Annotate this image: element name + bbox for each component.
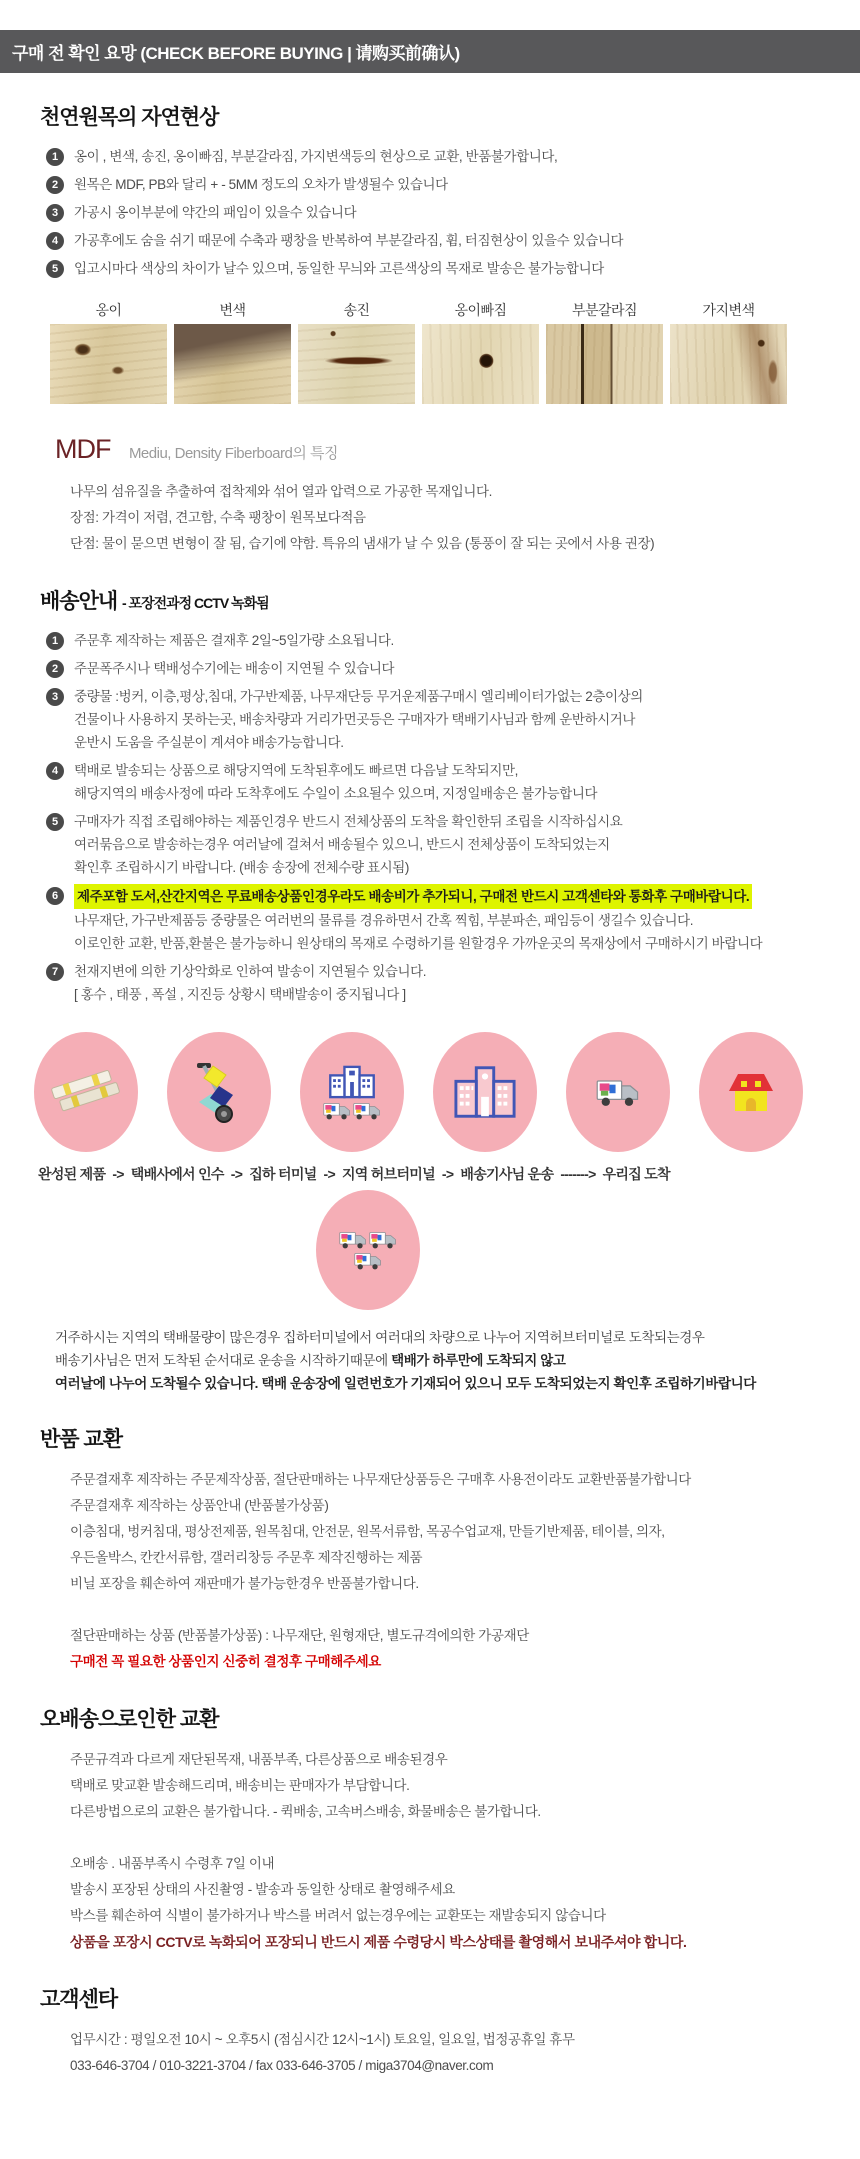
- list-item: [46, 173, 860, 196]
- list-item-text: 중량물 :벙커, 이층,평상,침대, 가구반제품, 나무재단등 무거운제품구매시 엘리베이터가없는 2층이상의: [74, 689, 643, 704]
- wood-photo-image: [50, 324, 167, 404]
- number-badge: 2: [46, 176, 64, 194]
- delivery-truck-icon: [596, 1077, 640, 1107]
- returns-section: [0, 1423, 860, 1675]
- process-step-pickup-terminal: [300, 1032, 404, 1152]
- delivery-process-icons: [34, 1032, 860, 1152]
- number-badge: 5: [46, 813, 64, 831]
- wood-photo-image: [174, 324, 291, 404]
- photo-label: 변색: [219, 302, 246, 318]
- returns-line: 절단판매하는 상품 (반품불가상품) : 나무재단, 원형재단, 별도규격에의한 가공재단: [70, 1628, 529, 1643]
- process-step-label: 완성된 제품: [38, 1166, 106, 1182]
- photo-label: 부분갈라짐: [571, 302, 638, 318]
- delivery-process-labels: [38, 1164, 860, 1184]
- wood-photo-knot: [50, 300, 167, 404]
- returns-line: 비닐 포장을 훼손하여 재판매가 불가능한경우 반품불가합니다.: [70, 1576, 419, 1591]
- small-truck-icon: [339, 1230, 367, 1249]
- wood-defect-photo-strip: [50, 300, 860, 404]
- list-item-text: 해당지역의 배송사정에 따라 도착후에도 수일이 소요될수 있으며, 지정일배송은 불가능합니다: [74, 786, 598, 801]
- shipping-title: 배송안내: [40, 590, 118, 613]
- list-item: [46, 960, 860, 1006]
- number-badge: 4: [46, 232, 64, 250]
- natural-wood-section: [0, 101, 860, 557]
- wood-photo-knot-hole: [422, 300, 539, 404]
- list-item-text: 여러묶음으로 발송하는경우 여러날에 걸쳐서 배송될수 있으니, 반드시 전체상품이 도착되었는지: [74, 837, 610, 852]
- hand-truck-icon: [191, 1060, 247, 1124]
- list-item-text: 가공후에도 숨을 쉬기 때문에 수축과 팽창을 반복하여 부분갈라짐, 휨, 터짐현상이 있을수 있습니다: [74, 233, 624, 248]
- mdf-pros: 장점: 가격이 저렴, 견고함, 수축 팽창이 원목보다적음: [70, 510, 366, 525]
- process-step-label: 배송기사님 운송: [460, 1166, 554, 1182]
- misdelivery-line: 오배송 . 내품부족시 수령후 7일 이내: [70, 1856, 275, 1871]
- process-step-label: 집하 터미널: [249, 1166, 317, 1182]
- photo-label: 옹이빠짐: [454, 302, 507, 318]
- list-item: [46, 145, 860, 168]
- wood-photo-branch-discoloration: [670, 300, 787, 404]
- list-item: [46, 810, 860, 879]
- note-line-normal: 배송기사님은 먼저 도착된 순서대로 운송을 시작하기때문에: [55, 1353, 392, 1368]
- list-item-text: 운반시 도움을 주실분이 계셔야 배송가능합니다.: [74, 735, 344, 750]
- returns-line: 주문결재후 제작하는 주문제작상품, 절단판매하는 나무재단상품등은 구매후 사용전이라도 교환반품불가합니다: [70, 1472, 691, 1487]
- photo-label: 가지변색: [702, 302, 755, 318]
- purchase-warning-text: 구매전 꼭 필요한 상품인지 신중히 결정후 구매해주세요: [70, 1654, 381, 1669]
- number-badge: 6: [46, 887, 64, 905]
- wood-photo-resin: [298, 300, 415, 404]
- list-item-text: 택배로 발송되는 상품으로 해당지역에 도착된후에도 빠르면 다음날 도착되지만,: [74, 763, 518, 778]
- arrow-text: ->: [441, 1166, 454, 1182]
- wood-photo-image: [422, 324, 539, 404]
- wrapped-planks-icon: [50, 1064, 122, 1120]
- list-item-text: 이로인한 교환, 반품,환불은 불가능하니 원상태의 목재로 수령하기를 원할경우 가까운곳의 목재상에서 구매하시기 바랍니다: [74, 936, 763, 951]
- arrow-text: ->: [323, 1166, 335, 1182]
- mdf-info-block: [55, 434, 860, 557]
- list-item-text: 나무재단, 가구반제품등 중량물은 여러번의 물류를 경유하면서 간혹 찍힘, 부분파손, 패임등이 생길수 있습니다.: [74, 913, 694, 928]
- note-line: [55, 1349, 860, 1372]
- misdelivery-line: 박스를 훼손하여 식별이 불가하거나 박스를 버려서 없는경우에는 교환또는 재발송되지 않습니다: [70, 1908, 606, 1923]
- process-split-loads-circle: [316, 1190, 420, 1310]
- returns-line: 이층침대, 벙커침대, 평상전제품, 원목침대, 안전문, 원목서류함, 목공수업교재, 만들기반제품, 테이블, 의자,: [70, 1524, 665, 1539]
- photo-label: 송진: [343, 302, 370, 318]
- section-title-shipping: [40, 585, 860, 615]
- mdf-description: 나무의 섬유질을 추출하여 접착제와 섞어 열과 압력으로 가공한 목재입니다.: [70, 484, 493, 499]
- number-badge: 2: [46, 660, 64, 678]
- small-truck-icon: [354, 1251, 382, 1270]
- process-step-driver-transport: [566, 1032, 670, 1152]
- misdelivery-line: 택배로 맞교환 발송해드리며, 배송비는 판매자가 부담합니다.: [70, 1778, 410, 1793]
- list-item-text: 확인후 조립하시기 바랍니다. (배송 송장에 전체수량 표시됨): [74, 860, 410, 875]
- list-item-text: 가공시 옹이부분에 약간의 패임이 있을수 있습니다: [74, 205, 357, 220]
- process-step-home-arrival: [699, 1032, 803, 1152]
- list-item: [46, 884, 860, 955]
- number-badge: 7: [46, 963, 64, 981]
- hub-building-icon: [453, 1065, 517, 1119]
- mdf-cons: 단점: 물이 묻으면 변형이 잘 됨, 습기에 약함. 특유의 냄새가 날 수 있음 (통풍이 잘 되는 곳에서 사용 권장): [70, 536, 655, 551]
- process-step-label: 우리집 도착: [602, 1166, 670, 1182]
- list-item: [46, 657, 860, 680]
- number-badge: 1: [46, 148, 64, 166]
- number-badge: 1: [46, 632, 64, 650]
- note-line-bold: 택배가 하루만에 도착되지 않고: [391, 1353, 566, 1368]
- number-badge: 4: [46, 762, 64, 780]
- mdf-abbr: MDF: [55, 434, 111, 464]
- customer-center-section: [0, 1983, 860, 2079]
- process-step-label: 지역 허브터미널: [341, 1166, 435, 1182]
- list-item-text: 구매자가 직접 조립해야하는 제품인경우 반드시 전체상품의 도착을 확인한뒤 조립을 시작하십시요: [74, 814, 623, 829]
- wood-photo-image: [670, 324, 787, 404]
- split-delivery-note: [55, 1326, 860, 1395]
- list-item: [46, 685, 860, 754]
- section-title-returns: 반품 교환: [40, 1428, 122, 1451]
- list-item: [46, 201, 860, 224]
- wood-photo-image: [546, 324, 663, 404]
- natural-wood-list: [46, 145, 860, 280]
- misdelivery-section: [0, 1703, 860, 1955]
- cctv-notice-text: 상품을 포장시 CCTV로 녹화되어 포장되니 반드시 제품 수령당시 박스상태를 촬영해서 보내주셔야 합니다.: [70, 1934, 687, 1950]
- number-badge: 3: [46, 204, 64, 222]
- number-badge: 5: [46, 260, 64, 278]
- list-item-text: 원목은 MDF, PB와 달리 + - 5MM 정도의 오차가 발생될수 있습니다: [74, 177, 448, 192]
- wood-photo-discoloration: [174, 300, 291, 404]
- mdf-heading: [55, 434, 860, 465]
- number-badge: 3: [46, 688, 64, 706]
- bottom-spacer: [0, 2079, 860, 2159]
- arrow-text: ->: [112, 1166, 124, 1182]
- list-item-text: 주문후 제작하는 제품은 결재후 2일~5일가량 소요됩니다.: [74, 633, 394, 648]
- mdf-subtitle: Mediu, Density Fiberboard의 특징: [128, 445, 338, 462]
- list-item-text: 입고시마다 색상의 차이가 날수 있으며, 동일한 무늬와 고른색상의 목재로 발송은 불가능합니다: [74, 261, 604, 276]
- process-step-hub-terminal: [433, 1032, 537, 1152]
- spacer: [70, 1597, 860, 1623]
- long-arrow-text: ------->: [560, 1166, 596, 1182]
- wood-photo-image: [298, 324, 415, 404]
- section-title-misdelivery: 오배송으로인한 교환: [40, 1708, 219, 1731]
- shipping-subtitle: - 포장전과정 CCTV 녹화됨: [122, 595, 269, 611]
- spacer: [70, 1825, 860, 1851]
- photo-label: 옹이: [95, 302, 122, 318]
- list-item: [46, 257, 860, 280]
- section-title-natural-wood: 천연원목의 자연현상: [40, 106, 219, 129]
- process-step-finished-product: [34, 1032, 138, 1152]
- check-before-buying-banner: [0, 30, 860, 73]
- misdelivery-line: 발송시 포장된 상태의 사진촬영 - 발송과 동일한 상태로 촬영해주세요: [70, 1882, 455, 1897]
- list-item-text: 천재지변에 의한 기상악화로 인하여 발송이 지연될수 있습니다.: [74, 964, 427, 979]
- house-icon: [724, 1069, 778, 1115]
- list-item-text: 옹이 , 변색, 송진, 옹이빠짐, 부분갈라짐, 가지변색등의 현상으로 교환, 반품불가합니다,: [74, 149, 558, 164]
- misdelivery-line: 다른방법으로의 교환은 불가합니다. - 퀵배송, 고속버스배송, 화물배송은 불가합니다.: [70, 1804, 541, 1819]
- note-line-bold: 여러날에 나누어 도착될수 있습니다. 택배 운송장에 일련번호가 기재되어 있으니 모두 도착되었는지 확인후 조립하기바랍니다: [55, 1376, 756, 1391]
- wood-photo-partial-crack: [546, 300, 663, 404]
- list-item: [46, 759, 860, 805]
- list-item-text: 건물이나 사용하지 못하는곳, 배송차량과 거리가먼곳등은 구매자가 택배기사님과 함께 운반하시거나: [74, 712, 636, 727]
- business-hours-text: 업무시간 : 평일오전 10시 ~ 오후5시 (점심시간 12시~1시) 토요일, 일요일, 법정공휴일 휴무: [70, 2032, 575, 2047]
- returns-line: 주문결재후 제작하는 상품안내 (반품불가상품): [70, 1498, 329, 1513]
- shipping-guide-section: [0, 585, 860, 1395]
- jeju-extra-fee-highlight: 제주포함 도서,산간지역은 무료배송상품인경우라도 배송비가 추가되니, 구매전 반드시 고객센타와 통화후 구매바랍니다.: [74, 884, 752, 909]
- list-item: [46, 229, 860, 252]
- shipping-list: [46, 629, 860, 1006]
- arrow-text: ->: [230, 1166, 243, 1182]
- small-truck-icon: [353, 1101, 381, 1120]
- small-truck-icon: [323, 1101, 351, 1120]
- section-title-customer-center: 고객센타: [40, 1988, 118, 2011]
- terminal-building-icon: [327, 1065, 377, 1099]
- small-truck-icon: [369, 1230, 397, 1249]
- list-item: [46, 629, 860, 652]
- misdelivery-line: 주문규격과 다르게 재단된목재, 내품부족, 다른상품으로 배송된경우: [70, 1752, 448, 1767]
- contact-info-text: 033-646-3704 / 010-3221-3704 / fax 033-646-3705 / miga3704@naver.com: [70, 2058, 494, 2073]
- note-line: 거주하시는 지역의 택배물량이 많은경우 집하터미널에서 여러대의 차량으로 나누어 지역허브터미널로 도착되는경우: [55, 1330, 705, 1345]
- returns-line: 우든올박스, 칸칸서류함, 갤러리창등 주문후 제작진행하는 제품: [70, 1550, 423, 1565]
- list-item-text: 주문폭주시나 택배성수기에는 배송이 지연될 수 있습니다: [74, 661, 395, 676]
- banner-title: 구매 전 확인 요망 (CHECK BEFORE BUYING | 请购买前确认): [12, 44, 460, 63]
- process-step-label: 택배사에서 인수: [130, 1166, 224, 1182]
- list-item-text: [ 홍수 , 태풍 , 폭설 , 지진등 상황시 택배발송이 중지됩니다 ]: [74, 987, 406, 1002]
- process-step-courier-pickup: [167, 1032, 271, 1152]
